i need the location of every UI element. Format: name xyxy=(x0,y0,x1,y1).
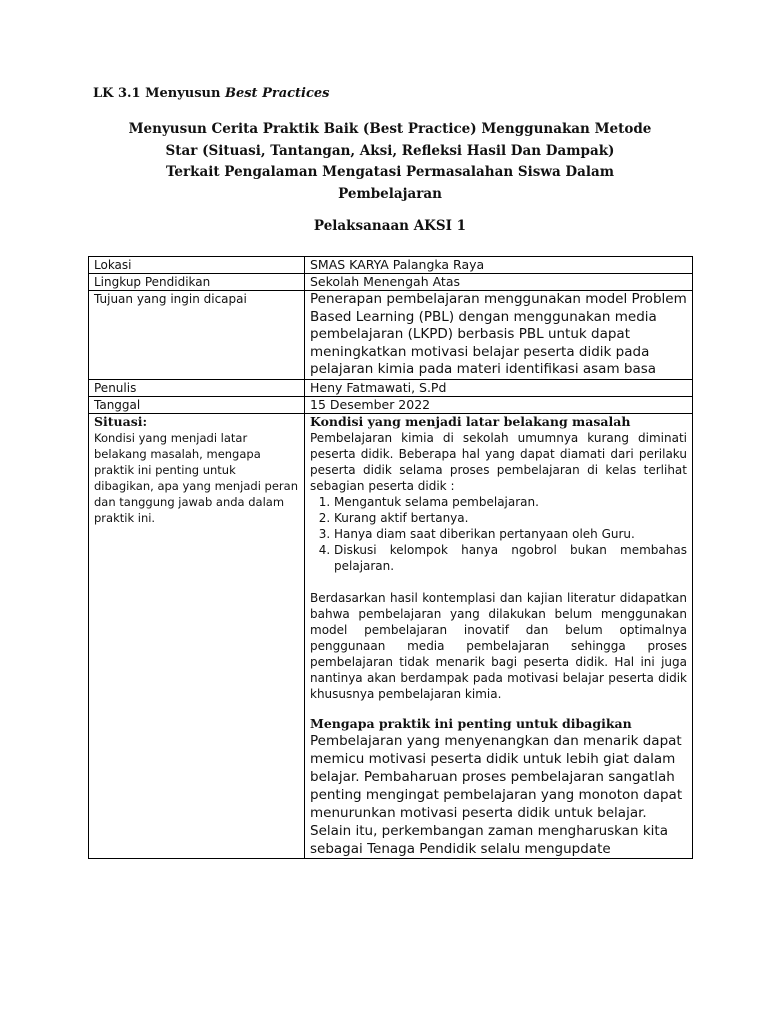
section-heading: Kondisi yang menjadi latar belakang masalah xyxy=(310,413,631,429)
paragraph: Pembelajaran kimia di sekolah umumnya kurang diminati peserta didik. Beberapa hal yang dapat diamati dari perilaku peserta didik selama proses pembelajaran di kelas terlihat sebagian peserta didik : xyxy=(310,430,687,493)
label-cell xyxy=(89,413,305,858)
paragraph: Berdasarkan hasil kontemplasi dan kajian literatur didapatkan bahwa pembelajaran yang dilakukan belum menggunakan model pembelajaran inovatif dan belum optimalnya penggunaan media pembelajaran sehingga proses pembelajaran tidak menarik bagi peserta didik. Hal ini juga nantinya akan berdampak pada motivasi belajar peserta didik khususnya pembelajaran kimia. xyxy=(310,590,687,701)
list-item: 2. Kurang aktif bertanya. xyxy=(334,510,687,526)
table-row-lingkup xyxy=(89,274,693,291)
list-item: 1. Mengantuk selama pembelajaran. xyxy=(334,494,687,510)
document-title xyxy=(80,119,700,205)
label-cell: Tujuan yang ingin dicapai xyxy=(89,291,305,380)
document-heading xyxy=(93,86,330,101)
problem-list xyxy=(310,494,687,574)
title-line: Star (Situasi, Tantangan, Aksi, Refleksi Hasil Dan Dampak) xyxy=(165,142,615,159)
heading-prefix: LK 3.1 Menyusun xyxy=(93,86,221,101)
paragraph: Pembelajaran yang menyenangkan dan menarik dapat memicu motivasi peserta didik untuk lebih giat dalam belajar. Pembaharuan proses pembelajaran sangatlah penting mengingat pembelajaran yang monoton dapat menurunkan motivasi peserta didik untuk belajar. Selain itu, perkembangan zaman mengharuskan kita sebagai Tenaga Pendidik selalu mengupdate xyxy=(310,732,683,857)
value-cell xyxy=(305,413,693,858)
best-practice-table xyxy=(88,256,693,859)
table-row-situasi xyxy=(89,413,693,858)
value-cell: Sekolah Menengah Atas xyxy=(305,274,693,291)
title-line: Menyusun Cerita Praktik Baik (Best Practice) Menggunakan Metode xyxy=(128,121,652,137)
label-cell: Tanggal xyxy=(89,396,305,413)
table-row-lokasi xyxy=(89,257,693,274)
heading-italic: Best Practices xyxy=(224,86,330,101)
list-item: 3. Hanya diam saat diberikan pertanyaan oleh Guru. xyxy=(334,526,687,542)
table-row-penulis xyxy=(89,379,693,396)
label-cell: Lingkup Pendidikan xyxy=(89,274,305,291)
situasi-label-desc: Kondisi yang menjadi latar belakang masalah, mengapa praktik ini penting untuk dibagikan, apa yang menjadi peran dan tanggung jawab anda dalam praktik ini. xyxy=(94,430,298,525)
value-cell: Heny Fatmawati, S.Pd xyxy=(305,379,693,396)
table-row-tanggal xyxy=(89,396,693,413)
title-line: Pembelajaran xyxy=(338,185,442,202)
label-cell: Penulis xyxy=(89,379,305,396)
value-cell: SMAS KARYA Palangka Raya xyxy=(305,257,693,274)
situasi-label-title: Situasi: xyxy=(94,413,148,429)
list-item: 4. Diskusi kelompok hanya ngobrol bukan membahas pelajaran. xyxy=(334,542,687,574)
table-row-tujuan xyxy=(89,291,693,380)
document-subtitle: Pelaksanaan AKSI 1 xyxy=(313,218,467,234)
title-line: Terkait Pengalaman Mengatasi Permasalahan Siswa Dalam xyxy=(165,164,615,180)
value-cell: 15 Desember 2022 xyxy=(305,396,693,413)
section-heading: Mengapa praktik ini penting untuk dibagikan xyxy=(310,715,632,731)
label-cell: Lokasi xyxy=(89,257,305,274)
value-cell: Penerapan pembelajaran menggunakan model Problem Based Learning (PBL) dengan menggunakan media pembelajaran (LKPD) berbasis PBL untuk dapat meningkatkan motivasi belajar peserta didik pada pelajaran kimia pada materi identifikasi asam basa xyxy=(305,291,693,380)
